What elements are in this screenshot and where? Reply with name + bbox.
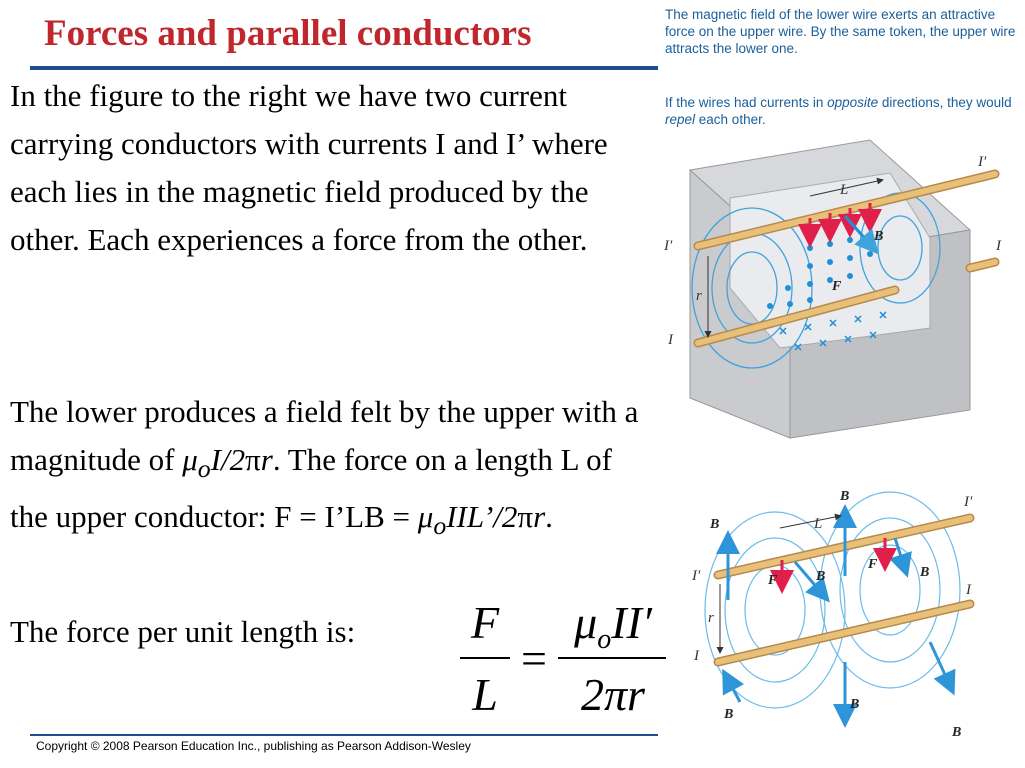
label-b-6: B [850,697,860,712]
title-underline [30,66,658,70]
formula-lhs-bar [460,657,510,659]
label-b-vector: B [874,229,884,244]
label-b-2: B [840,489,850,504]
mu-symbol: μ [182,442,198,477]
label-length: L [840,182,849,198]
caption-text-2: directions, they would [878,95,1012,110]
figure-caption-repel [665,94,1025,128]
r-symbol-2: r [533,499,546,535]
formula-lhs-denominator: L [472,669,498,720]
formula-ii-prime: II′ [611,597,652,648]
label-b-4: B [920,565,930,580]
slide-title: Forces and parallel conductors [44,13,532,54]
label-i-right-2: I [966,582,971,598]
label-f-1: F [768,573,778,588]
label-i-left: I [668,332,673,348]
formula-rhs-numerator [558,596,668,656]
copyright-notice: Copyright © 2008 Pearson Education Inc., publishing as Pearson Addison-Wesley [36,739,471,753]
formula-rhs-denominator: 2πr [581,669,645,720]
label-b-1: B [710,517,720,532]
label-b-5: B [724,707,734,722]
label-f-2: F [868,557,878,572]
label-i-prime-top-2: I′ [964,494,973,510]
pi-symbol: π [245,442,261,477]
mu-symbol-2: μ [417,499,434,535]
formula-lhs-numerator: F [470,597,500,648]
label-b-3: B [816,569,826,584]
formula-mu: μ [574,597,598,648]
field-paragraph [10,388,650,550]
label-separation: r [696,288,702,304]
p2-text-3: . [545,499,553,535]
label-b-7: B [952,725,962,740]
caption-text-1: If the wires had currents in [665,95,828,110]
label-i-right: I [996,238,1001,254]
caption-opposite: opposite [827,95,879,110]
label-separation-2: r [708,610,714,626]
intro-paragraph: In the figure to the right we have two current carrying conductors with currents I and I’ where each lies in the magnetic field produced by the other. Each experiences a force from the other. [10,78,608,257]
formula-sub-o: o [597,624,612,656]
caption-text-3: each other. [695,112,766,127]
formula-rhs-bar [558,657,666,659]
p2-expr-2: IIL’/2 [446,499,518,535]
p2-expr-1: I/2 [210,442,246,477]
caption-repel: repel [665,112,696,127]
label-i-prime-left: I′ [664,238,673,254]
formula-equals: = [521,633,547,684]
force-per-length-label: The force per unit length is: [10,614,356,649]
label-i-left-2: I [694,648,699,664]
length-marker-2 [780,516,840,528]
parallel-wires-field-figure [680,480,1000,768]
label-length-2: L [814,516,823,532]
label-i-prime-left-2: I′ [692,568,701,584]
pi-symbol-2: π [517,499,534,535]
subscript-o-2: o [433,511,447,541]
p2-text-1: The lower produces a field felt by the upper with a magnitude of [10,394,639,477]
figure-caption-attractive: The magnetic field of the lower wire exerts an attractive force on the upper wire. By the same token, the upper wire attracts the lower one. [665,7,1016,56]
footer-rule [30,734,658,736]
label-f-vector: F [832,279,842,294]
parallel-wires-block-figure [660,138,1000,438]
p2-text-2: . The force on a length L of the upper conductor: F = I’LB = [10,442,612,535]
subscript-o: o [197,454,211,484]
label-i-prime-top: I′ [978,154,987,170]
r-symbol: r [260,442,273,477]
